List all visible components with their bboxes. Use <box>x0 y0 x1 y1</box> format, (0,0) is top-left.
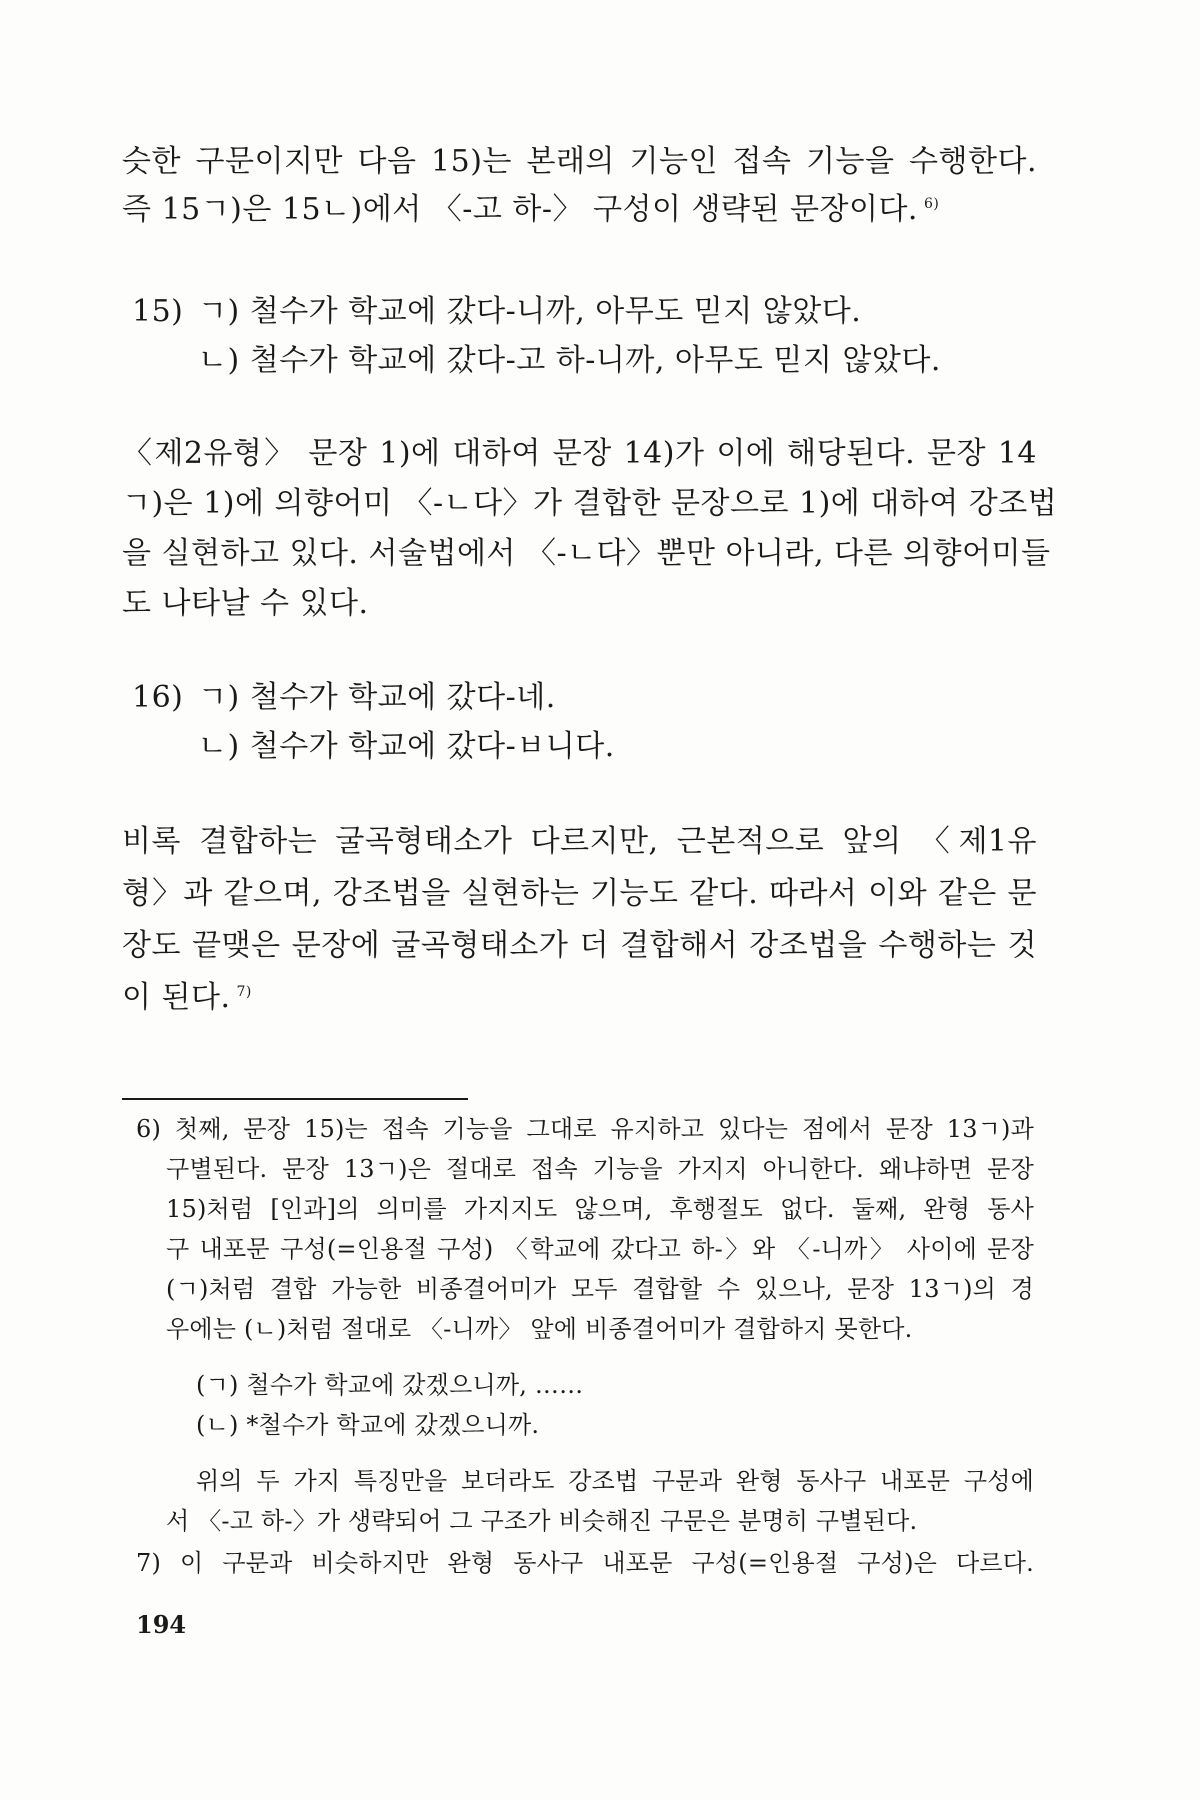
page-number: 194 <box>136 1610 187 1639</box>
type2-line-4: 도 나타날 수 있다. <box>122 586 369 621</box>
example-16-b: ㄴ) 철수가 학교에 갔다-ㅂ니다. <box>198 729 615 764</box>
footnote-6-example-a: (ㄱ) 철수가 학교에 갔겠으니까, …… <box>196 1371 584 1399</box>
footnote-ref-7: 7) <box>236 984 252 1000</box>
footnote-6-line-4: 구 내포문 구성(=인용절 구성) 〈학교에 갔다고 하-〉와 〈-니까〉 사이에 문장 <box>166 1235 1034 1263</box>
footnote-6-line-7: 위의 두 가지 특징만을 보더라도 강조법 구문과 완형 동사구 내포문 구성에 <box>196 1467 1034 1495</box>
type2-line-2: ㄱ)은 1)에 의향어미 〈-ㄴ다〉가 결합한 문장으로 1)에 대하여 강조법 <box>122 486 1058 521</box>
footnote-6-line-6: 우에는 (ㄴ)처럼 절대로 〈-니까〉 앞에 비종결어미가 결합하지 못한다. <box>166 1315 913 1343</box>
example-16-a: ㄱ) 철수가 학교에 갔다-네. <box>198 680 556 715</box>
type2-line-3: 을 실현하고 있다. 서술법에서 〈-ㄴ다〉뿐만 아니라, 다른 의향어미들 <box>122 536 1051 571</box>
footnote-6-line-2: 구별된다. 문장 13ㄱ)은 절대로 접속 기능을 가지지 아니한다. 왜냐하면 문장 <box>166 1155 1034 1183</box>
intro-line-2 <box>122 188 1037 232</box>
para3-line-2: 형〉과 같으며, 강조법을 실현하는 기능도 같다. 따라서 이와 같은 문 <box>122 876 1037 911</box>
footnote-6-line-3: 15)처럼 [인과]의 의미를 가지지도 않으며, 후행절도 없다. 둘째, 완형 동사 <box>166 1195 1034 1223</box>
para3-line-4-text: 이 된다. <box>122 980 231 1015</box>
intro-line-1: 슷한 구문이지만 다음 15)는 본래의 기능인 접속 기능을 수행한다. <box>122 144 1037 179</box>
para3-line-1: 비록 결합하는 굴곡형태소가 다르지만, 근본적으로 앞의 〈제1유 <box>122 824 1037 859</box>
example-15-a: ㄱ) 철수가 학교에 갔다-니까, 아무도 믿지 않았다. <box>198 294 862 329</box>
example-16-number: 16) <box>132 680 184 715</box>
example-15-number: 15) <box>132 294 184 329</box>
footnote-6-line-8: 서 〈-고 하-〉가 생략되어 그 구조가 비슷해진 구문은 분명히 구별된다. <box>166 1507 918 1535</box>
footnote-6-line-5: (ㄱ)처럼 결합 가능한 비종결어미가 모두 결합할 수 있으나, 문장 13ㄱ)의 경 <box>166 1275 1034 1303</box>
para3-line-3: 장도 끝맺은 문장에 굴곡형태소가 더 결합해서 강조법을 수행하는 것 <box>122 928 1037 963</box>
footnote-divider <box>122 1098 468 1100</box>
type2-line-1: 〈제2유형〉 문장 1)에 대하여 문장 14)가 이에 해당된다. 문장 14 <box>122 436 1037 471</box>
intro-line-2-text: 즉 15ㄱ)은 15ㄴ)에서 〈-고 하-〉 구성이 생략된 문장이다. <box>122 192 918 227</box>
footnote-6-example-b: (ㄴ) *철수가 학교에 갔겠으니까. <box>196 1411 540 1439</box>
para3-line-4 <box>122 976 1037 1020</box>
footnote-6-line-1: 6) 첫째, 문장 15)는 접속 기능을 그대로 유지하고 있다는 점에서 문장 13ㄱ)과 <box>136 1115 1034 1143</box>
footnote-7-line-1: 7) 이 구문과 비슷하지만 완형 동사구 내포문 구성(=인용절 구성)은 다르다. <box>136 1549 1034 1577</box>
example-15-b: ㄴ) 철수가 학교에 갔다-고 하-니까, 아무도 믿지 않았다. <box>198 343 941 378</box>
footnote-ref-6: 6) <box>923 196 940 212</box>
